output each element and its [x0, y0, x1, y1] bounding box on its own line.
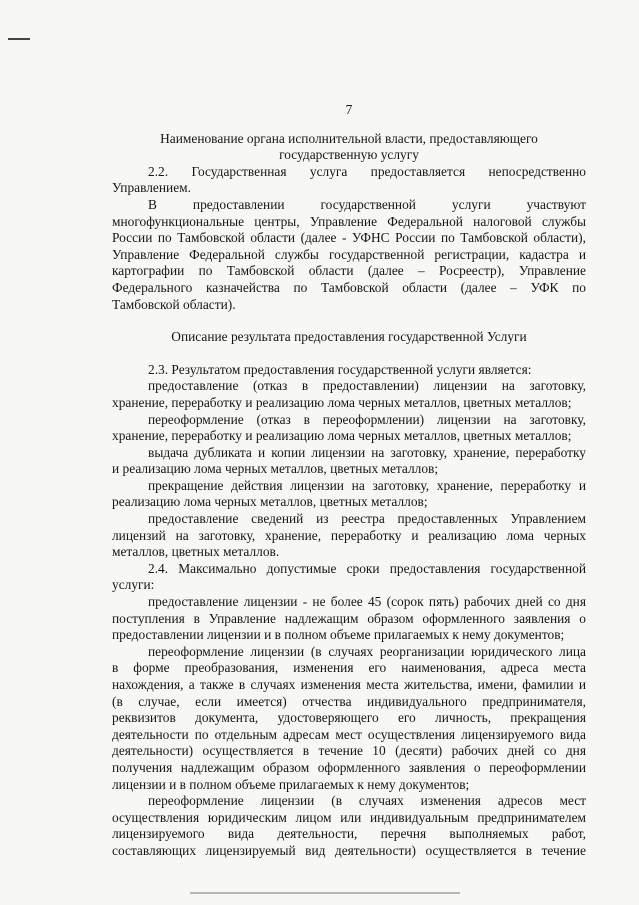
term-item-line: переоформление лицензии (в случаях изменения адресов мест [148, 793, 586, 809]
paragraph-participants [112, 197, 586, 313]
paragraph-2-3: 2.3. Результатом предоставления государственной услуги является: [148, 361, 532, 377]
result-item-line: лицензий на заготовку, хранение, переработку и реализацию лома черных [112, 527, 586, 543]
term-item-line: (в случае, если имеется) отчества индивидуального предпринимателя, [112, 693, 586, 709]
participants-line: В предоставлении государственной услуги участвуют [148, 196, 586, 212]
term-item-line: поступления в Управление надлежащим образом оформленного заявления о [112, 610, 586, 626]
term-item-line: нахождения, а также в случаях изменения места жительства, имени, фамилии и [112, 677, 586, 692]
section-heading-organ: Наименование органа исполнительной власти, предоставляющего государственную услугу [160, 130, 538, 163]
result-item [112, 445, 586, 478]
paragraph-2-4 [112, 561, 586, 594]
result-item-line: предоставление (отказ в предоставлении) лицензии на заготовку, [148, 378, 586, 394]
result-item-line: выдача дубликата и копии лицензии на заготовку, хранение, переработку [148, 444, 586, 460]
term-item-line: лицензии и в полном объеме прилагаемых к нему документов; [112, 776, 470, 792]
paragraph-2-4-line: услуги: [112, 577, 155, 593]
result-list [112, 378, 586, 561]
term-item-line: реквизитов документа, удостоверяющего его личность, прекращения [112, 710, 586, 726]
scan-artifact [8, 38, 30, 40]
paragraph-2-4-line: 2.4. Максимально допустимые сроки предоставления государственной [148, 560, 586, 576]
result-item-line: предоставление сведений из реестра предоставленных Управлением [148, 511, 586, 527]
document-body [112, 102, 586, 860]
term-item-line: переоформление лицензии (в случаях реорганизации юридического лица [148, 643, 586, 659]
term-item [112, 644, 586, 793]
term-item-line: получения надлежащим образом оформленного заявления о переоформлении [112, 759, 586, 775]
term-item-line: осуществления юридическим лицом или индивидуальным предпринимателем [112, 809, 586, 825]
terms-list [112, 594, 586, 860]
result-item-line: металлов, цветных металлов. [112, 544, 280, 560]
term-item-line: деятельности по отдельным адресам мест осуществления лицензируемого вида [112, 726, 586, 742]
participants-line: Тамбовской области). [112, 296, 236, 312]
participants-line: картографии по Тамбовской области (далее – Росреестр), Управление [112, 263, 586, 279]
result-item-line: прекращение действия лицензии на заготовку, хранение, переработку и [148, 477, 586, 493]
result-item [112, 478, 586, 511]
result-item [112, 412, 586, 445]
term-item [112, 793, 586, 859]
scan-bottom-artifact [190, 892, 460, 894]
result-item-line: переоформление (отказ в переоформлении) лицензии на заготовку, [148, 411, 586, 427]
section-heading-result: Описание результата предоставления государственной Услуги [171, 329, 527, 345]
result-item [112, 511, 586, 561]
page-number: 7 [345, 102, 353, 117]
participants-line: многофункциональные центры, Управление Федеральной налоговой службы [112, 213, 586, 229]
result-item-line: и реализацию лома черных металлов, цветных металлов; [112, 461, 439, 477]
participants-line: России по Тамбовской области (далее - УФНС России по Тамбовской области), [112, 230, 586, 246]
paragraph-2-2: 2.2. Государственная услуга предоставляется непосредственно Управлением. [112, 163, 586, 196]
term-item-line: предоставлении лицензии и в полном объеме прилагаемых к нему документов; [112, 627, 565, 643]
participants-line: Федерального казначейства по Тамбовской области (далее – УФК по [112, 279, 586, 295]
result-item-line: хранение, переработку и реализацию лома черных металлов, цветных металлов; [112, 394, 572, 410]
term-item-line: в форме преобразования, изменения его наименования, адреса места [112, 660, 586, 676]
result-item-line: хранение, переработку и реализацию лома черных металлов, цветных металлов; [112, 428, 572, 444]
result-item [112, 378, 586, 411]
result-item-line: реализацию лома черных металлов, цветных металлов; [112, 494, 428, 510]
term-item-line: деятельности) осуществляется в течение 10 (десяти) рабочих дней со дня [112, 743, 586, 759]
term-item-line: предоставление лицензии - не более 45 (сорок пять) рабочих дней со дня [148, 594, 586, 610]
participants-line: Управление Федеральной службы государственной регистрации, кадастра и [112, 246, 586, 262]
term-item-line: лицензируемого вида деятельности, перечня выполняемых работ, [112, 826, 586, 842]
term-item-line: составляющих лицензируемый вид деятельности) осуществляется в течение [112, 842, 586, 858]
term-item [112, 594, 586, 644]
